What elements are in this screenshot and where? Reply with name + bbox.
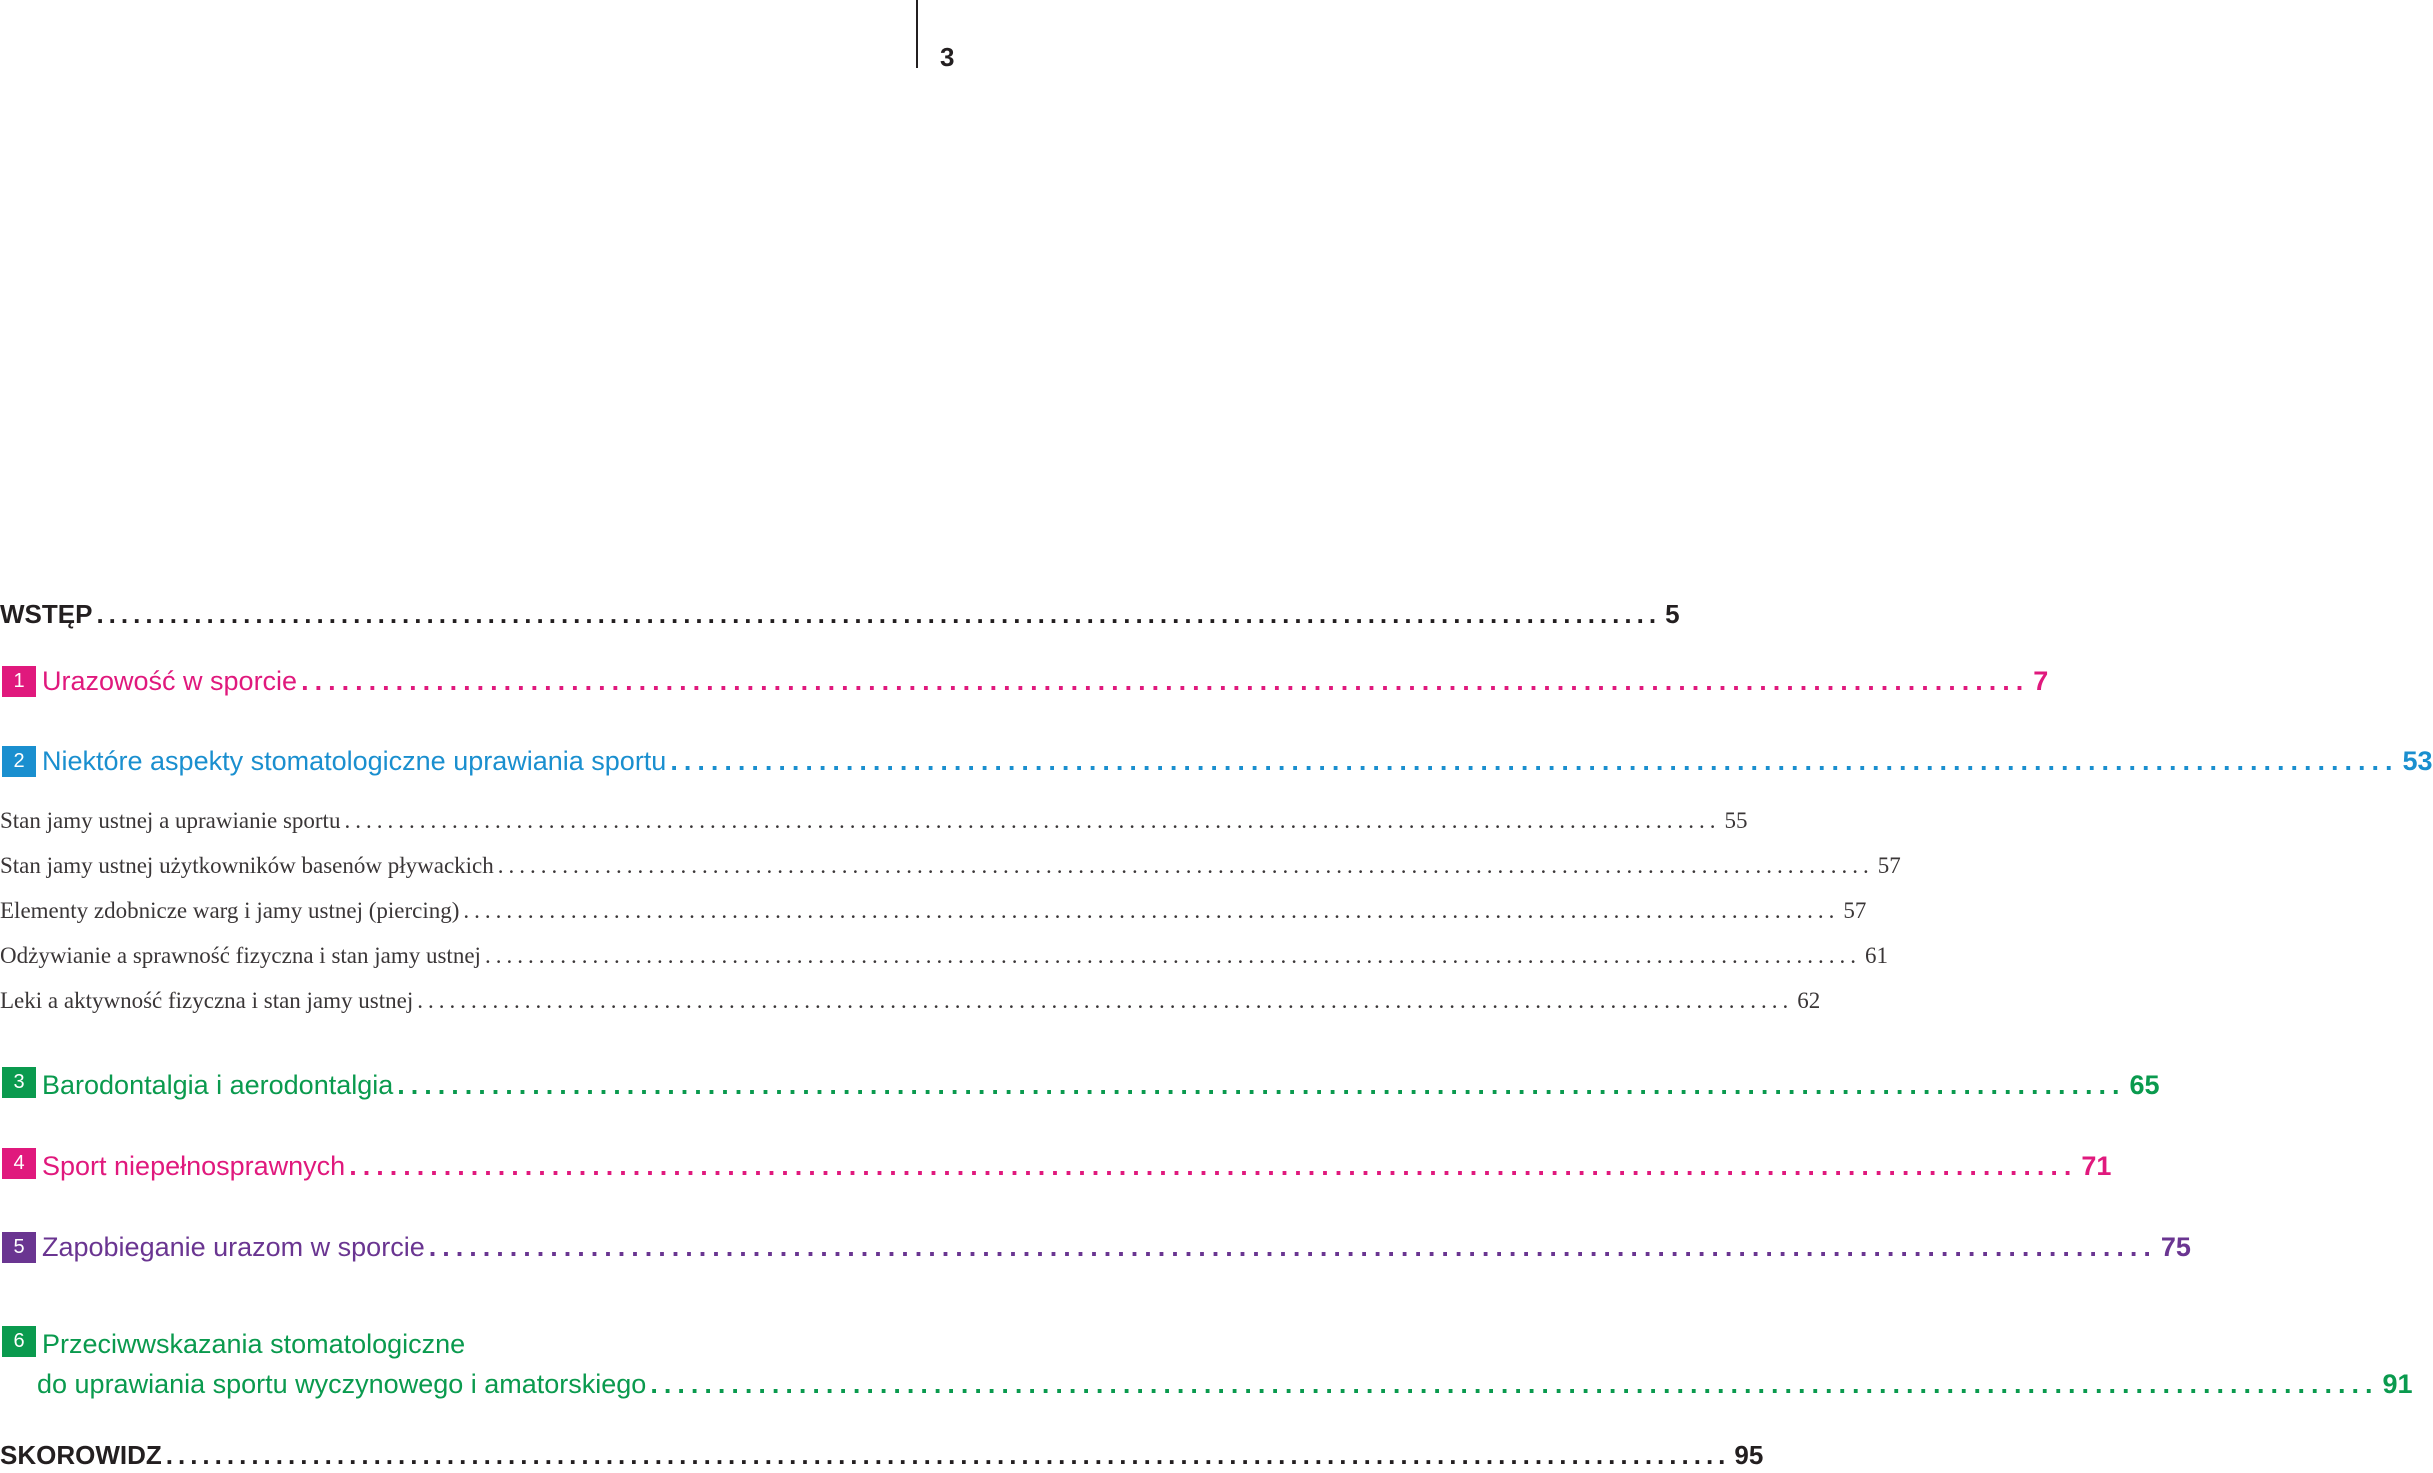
chapter-number-badge: 4 <box>2 1148 36 1179</box>
toc-entry-chapter-1[interactable] <box>0 663 2049 699</box>
chapter-number-badge: 3 <box>2 1067 36 1098</box>
toc-entry-chapter-3[interactable] <box>0 1067 2160 1103</box>
toc-entry-chapter-2[interactable] <box>0 743 2433 779</box>
toc-title: Zapobieganie urazom w sporcie <box>42 1232 425 1262</box>
toc-title: Stan jamy ustnej użytkowników basenów pływackich <box>0 853 494 878</box>
toc-entry-section[interactable] <box>0 986 1821 1016</box>
toc-title: Odżywianie a sprawność fizyczna i stan jamy ustnej <box>0 943 481 968</box>
toc-title: SKOROWIDZ <box>0 1440 162 1470</box>
toc-entry-chapter-6[interactable] <box>0 1366 2413 1402</box>
toc-title: Stan jamy ustnej a uprawianie sportu <box>0 808 341 833</box>
toc-entry-section[interactable] <box>0 806 1748 836</box>
dot-leader: ................................................................................................................................ <box>96 599 1662 629</box>
toc-title: Elementy zdobnicze warg i jamy ustnej (piercing) <box>0 898 460 923</box>
dot-leader: ................................................................................................................................ <box>497 853 1874 878</box>
chapter-number-badge: 2 <box>2 746 36 777</box>
toc-page-number: 57 <box>1843 898 1867 923</box>
toc-page-number: 75 <box>2160 1232 2191 1262</box>
toc-entry-index[interactable] <box>0 1437 1764 1473</box>
toc-page-number: 7 <box>2033 666 2049 696</box>
toc-entry-section[interactable] <box>0 941 1888 971</box>
toc-page-number: 95 <box>1734 1440 1764 1470</box>
chapter-number-badge: 5 <box>2 1232 36 1263</box>
toc-title: WSTĘP <box>0 599 93 629</box>
toc-entry-chapter-5[interactable] <box>0 1229 2191 1265</box>
toc-title-line-2: do uprawiania sportu wyczynowego i amatorskiego <box>37 1369 647 1399</box>
toc-page-number: 5 <box>1665 599 1680 629</box>
toc-title: Barodontalgia i aerodontalgia <box>42 1070 394 1100</box>
toc-page-number: 61 <box>1864 943 1888 968</box>
dot-leader: ................................................................................................................................ <box>484 943 1861 968</box>
toc-entry-chapter-4[interactable] <box>0 1148 2112 1184</box>
dot-leader: ................................................................................................................................ <box>344 808 1721 833</box>
toc-page-number: 91 <box>2382 1369 2413 1399</box>
toc-title: Niektóre aspekty stomatologiczne uprawiania sportu <box>42 746 667 776</box>
toc-page-number: 71 <box>2081 1151 2112 1181</box>
chapter-number-badge: 1 <box>2 666 36 697</box>
toc-title: Urazowość w sporcie <box>42 666 298 696</box>
toc-page-number: 57 <box>1877 853 1901 878</box>
chapter-number-badge: 6 <box>2 1326 36 1357</box>
toc-title: Sport niepełnosprawnych <box>42 1151 346 1181</box>
page-rule <box>916 0 918 68</box>
toc-title-line-1[interactable]: Przeciwwskazania stomatologiczne <box>42 1329 466 1359</box>
dot-leader: ................................................................................................................................ <box>397 1070 2126 1100</box>
dot-leader: ................................................................................................................................ <box>670 746 2399 776</box>
toc-entry-section[interactable] <box>0 896 1867 926</box>
toc-page-number: 55 <box>1724 808 1748 833</box>
dot-leader: ................................................................................................................................ <box>428 1232 2157 1262</box>
toc-entry-intro[interactable] <box>0 596 1680 632</box>
dot-leader: ................................................................................................................................ <box>417 988 1794 1013</box>
page-number: 3 <box>940 42 955 72</box>
toc-page-number: 65 <box>2129 1070 2160 1100</box>
dot-leader: ................................................................................................................................ <box>650 1369 2379 1399</box>
dot-leader: ................................................................................................................................ <box>463 898 1840 923</box>
toc-page-number: 62 <box>1797 988 1821 1013</box>
dot-leader: ................................................................................................................................ <box>165 1440 1731 1470</box>
toc-page-number: 53 <box>2402 746 2433 776</box>
toc-title: Leki a aktywność fizyczna i stan jamy ustnej <box>0 988 414 1013</box>
toc-entry-section[interactable] <box>0 851 1901 881</box>
dot-leader: ................................................................................................................................ <box>301 666 2030 696</box>
dot-leader: ................................................................................................................................ <box>349 1151 2078 1181</box>
